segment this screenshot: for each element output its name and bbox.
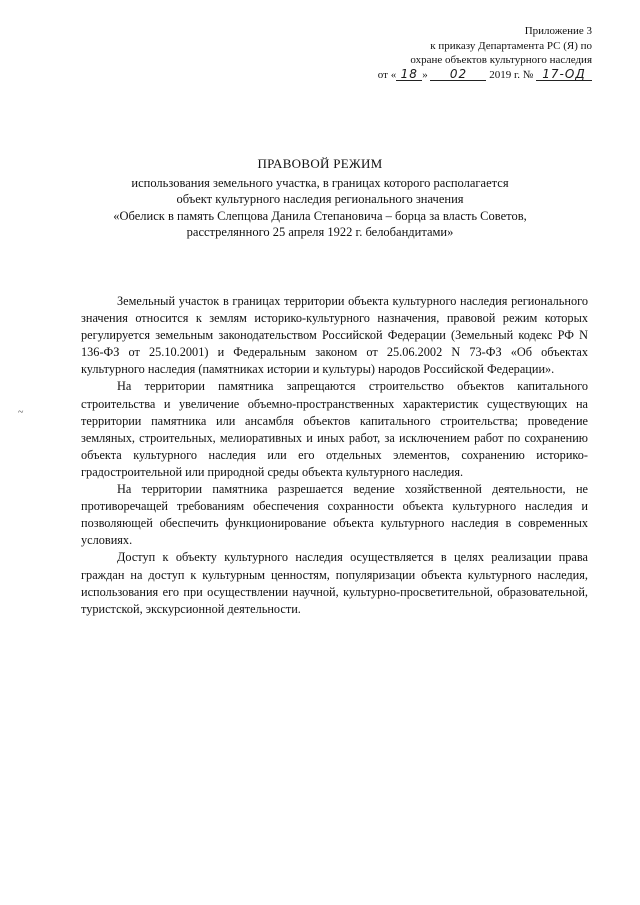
handwritten-month: 02	[430, 68, 486, 81]
date-prefix: от «	[377, 68, 397, 81]
title-line-1: использования земельного участка, в границах которого располагается	[131, 175, 509, 190]
document-title-block	[80, 156, 560, 241]
title-line-4: расстрелянного 25 апреля 1922 г. белобандитами»	[186, 225, 454, 239]
paragraph: На территории памятника запрещаются строительство объектов капитального строительства и увеличение объемно-пространственных характеристик существующих на территории памятника или ансамбля объектов капитального строительства; проведение земляных, строительных, мелиоративных и иных работ, за исключением работ по сохранению объекта культурного наследия или его отдельных элементов, сохранению историко-градостроительной или природной среды объекта культурного наследия.	[81, 379, 588, 479]
document-body	[81, 293, 588, 618]
appendix-number: Приложение 3	[524, 25, 592, 37]
title-line-3: «Обелиск в память Слепцова Данила Степановича – борца за власть Советов,	[113, 208, 527, 223]
date-year-number-label: 2019 г. №	[489, 68, 534, 81]
title-line-2: объект культурного наследия регионального значения	[176, 192, 464, 206]
paragraph: На территории памятника разрешается ведение хозяйственной деятельности, не противоречащей требованиям обеспечения сохранности объекта культурного наследия и позволяющей обеспечить функционирование объекта культурного наследия в современных условиях.	[81, 482, 588, 548]
scan-margin-mark: ~	[18, 407, 24, 418]
appendix-header	[352, 24, 592, 82]
appendix-department: охране объектов культурного наследия	[410, 54, 592, 66]
handwritten-order-number: 17-ОД	[536, 68, 592, 81]
paragraph: Земельный участок в границах территории объекта культурного наследия регионального значения относится к землям историко-культурного назначения, правовой режим которых регулируется земельным законодательством Российской Федерации (Земельный кодекс РФ N 136-ФЗ от 25.10.2001) и Федеральным законом от 25.06.2002 N 73-ФЗ «Об объектах культурного наследия (памятниках истории и культуры) народов Российской Федерации».	[81, 294, 588, 377]
date-day-suffix: »	[422, 68, 428, 81]
handwritten-day: 18	[396, 68, 422, 81]
appendix-date-line	[352, 68, 592, 83]
paragraph: Доступ к объекту культурного наследия осуществляется в целях реализации права граждан на доступ к культурным ценностям, популяризации объекта культурного наследия, использования его при осуществлении научной, культурно-просветительной, образовательной, туристской, экскурсионной деятельности.	[81, 550, 588, 616]
document-title: ПРАВОВОЙ РЕЖИМ	[257, 156, 383, 171]
appendix-order-ref: к приказу Департамента РС (Я) по	[430, 39, 592, 52]
